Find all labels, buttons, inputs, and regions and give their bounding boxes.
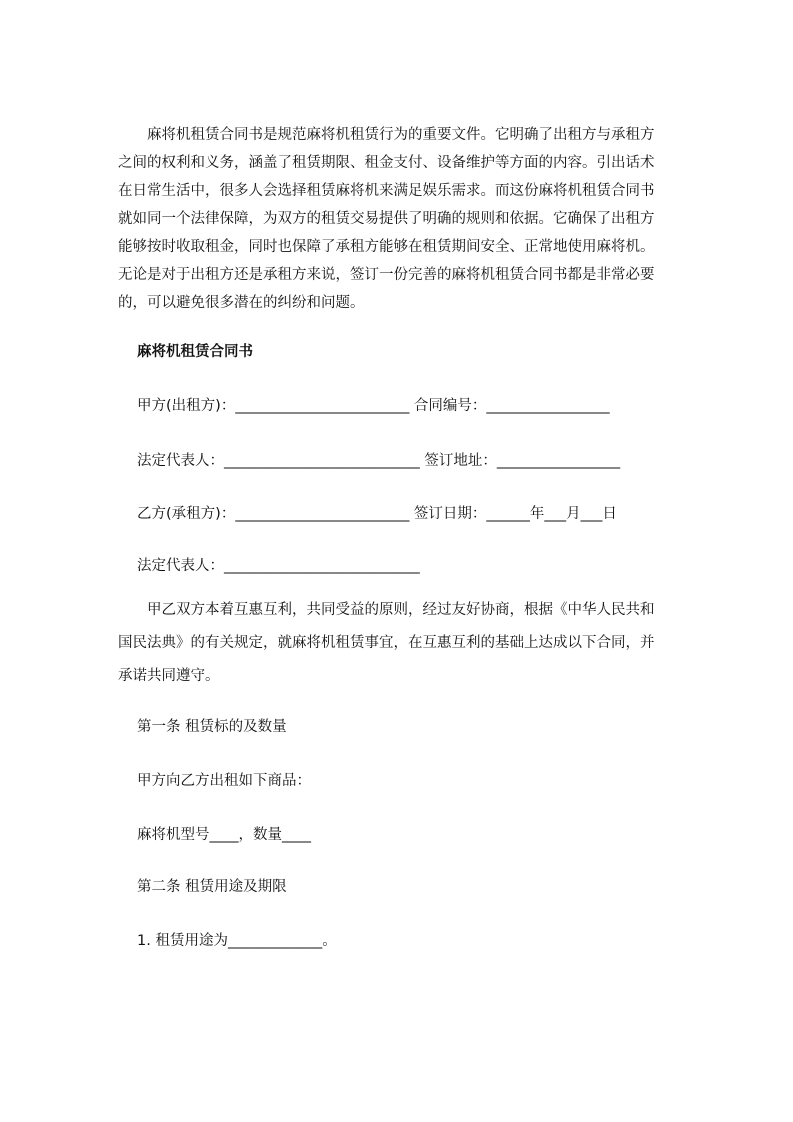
text-line: 国民法典》的有关规定，就麻将机租赁事宜，在互惠互利的基础上达成以下合同，并 — [118, 635, 655, 651]
article-1-model-qty: 麻将机型号____，数量____ — [137, 827, 311, 843]
preamble-paragraph — [118, 594, 655, 693]
text-line: 无论是对于出租方还是承租方来说，签订一份完善的麻将机租赁合同书都是非常必要 — [118, 267, 655, 283]
field-party-b: 乙方(承租方)：________________________ 签订日期：______年___月___日 — [137, 506, 617, 522]
text-line: 能够按时收取租金，同时也保障了承租方能够在租赁期间安全、正常地使用麻将机。 — [118, 239, 655, 255]
document-title: 麻将机租赁合同书 — [137, 344, 253, 360]
field-legal-rep-b: 法定代表人：___________________________ — [137, 558, 420, 574]
text-line: 就如同一个法律保障，为双方的租赁交易提供了明确的规则和依据。它确保了出租方 — [118, 211, 655, 227]
text-line: 承诺共同遵守。 — [118, 668, 220, 684]
text-line: 麻将机租赁合同书是规范麻将机租赁行为的重要文件。它明确了出租方与承租方 — [118, 127, 655, 143]
article-2-heading: 第二条 租赁用途及期限 — [137, 879, 287, 895]
text-line: 甲乙双方本着互惠互利，共同受益的原则，经过友好协商，根据《中华人民共和 — [118, 602, 655, 618]
article-1-text: 甲方向乙方出租如下商品： — [137, 773, 311, 789]
article-1-heading: 第一条 租赁标的及数量 — [137, 719, 287, 735]
text-line: 的，可以避免很多潜在的纠纷和问题。 — [118, 295, 365, 311]
field-party-a: 甲方(出租方)：________________________ 合同编号：_________________ — [137, 398, 610, 414]
text-line: 之间的权利和义务，涵盖了租赁期限、租金支付、设备维护等方面的内容。引出话术 — [118, 155, 655, 171]
field-legal-rep-a: 法定代表人：___________________________ 签订地址：_________________ — [137, 453, 621, 469]
intro-paragraph — [118, 121, 655, 317]
text-line: 在日常生活中，很多人会选择租赁麻将机来满足娱乐需求。而这份麻将机租赁合同书 — [118, 183, 655, 199]
article-2-item-1: 1. 租赁用途为_____________。 — [137, 933, 337, 949]
